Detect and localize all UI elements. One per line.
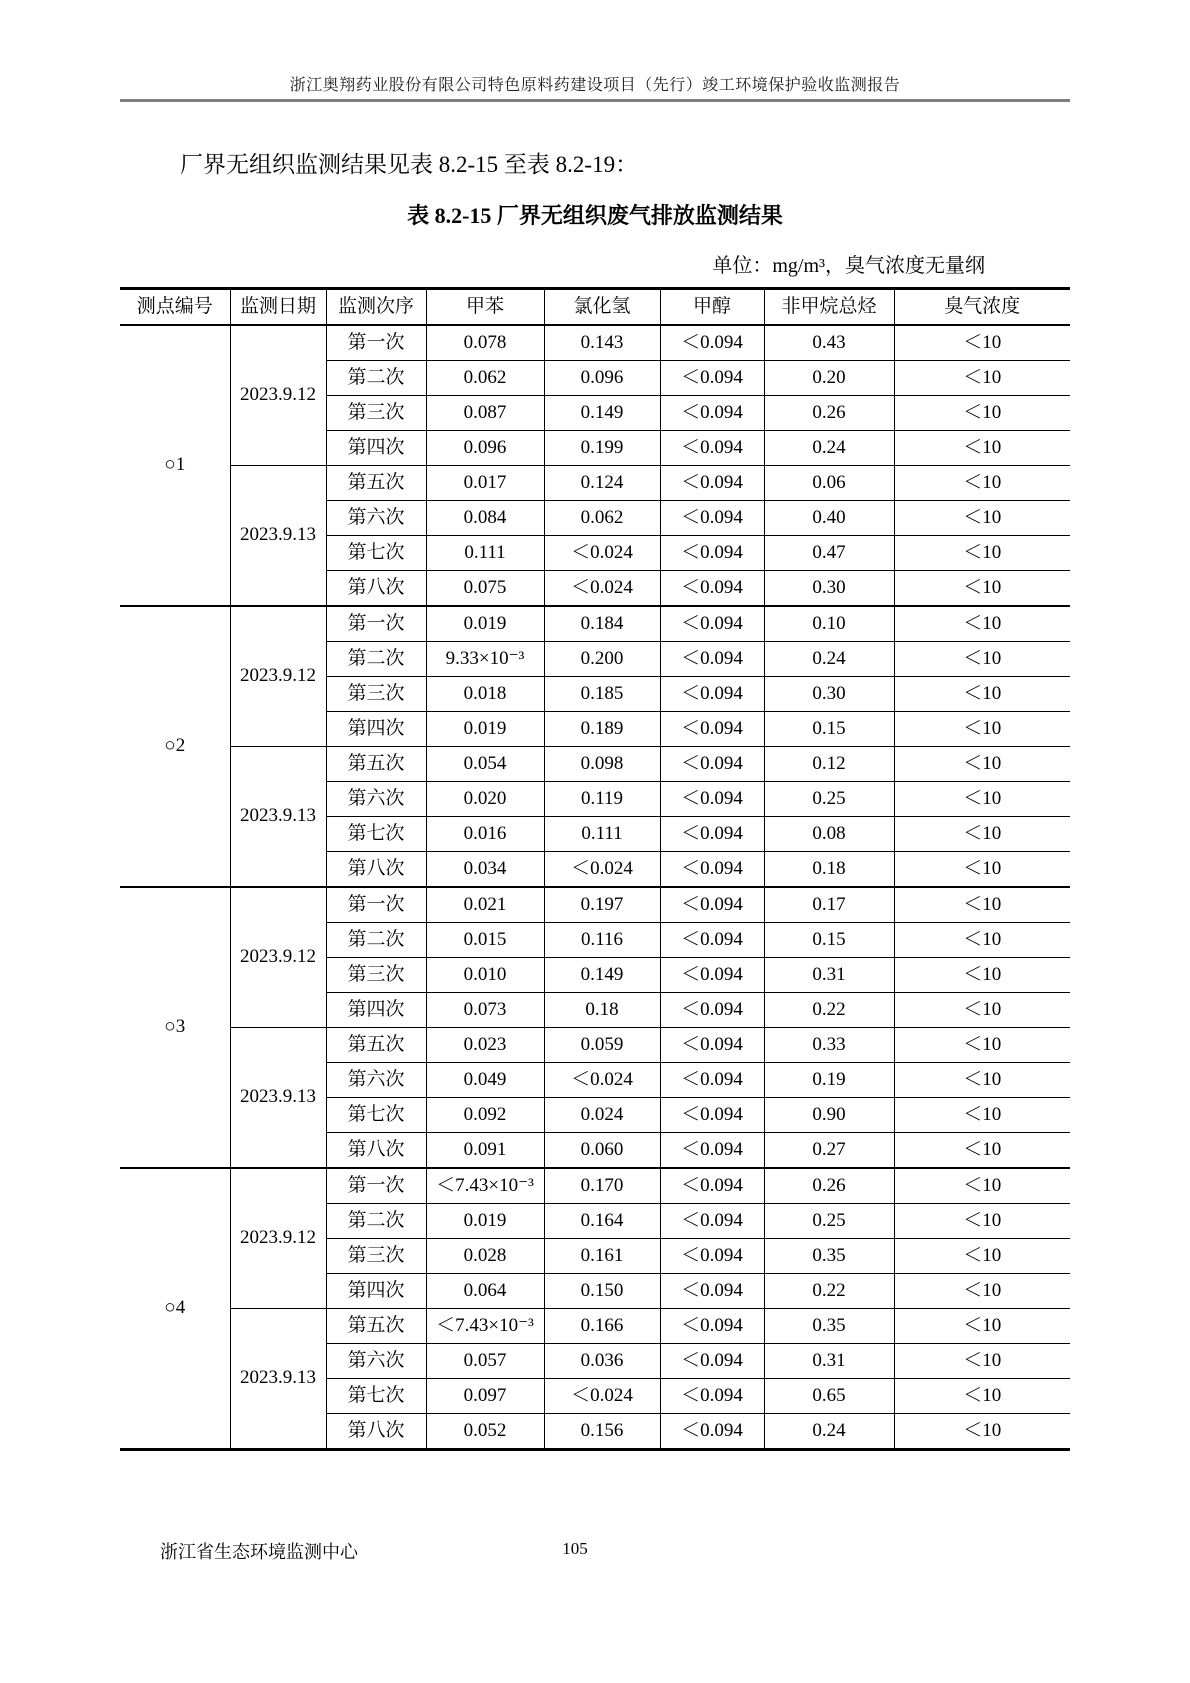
value-cell: ＜10: [894, 712, 1070, 747]
sequence-cell: 第一次: [326, 887, 426, 923]
sequence-cell: 第七次: [326, 536, 426, 571]
value-cell: 0.30: [764, 677, 894, 712]
column-header-odor: 臭气浓度: [894, 289, 1070, 326]
table-row: [120, 466, 1070, 501]
value-cell: 0.12: [764, 747, 894, 782]
value-cell: ＜0.094: [660, 1133, 764, 1169]
value-cell: ＜10: [894, 466, 1070, 501]
value-cell: ＜10: [894, 1379, 1070, 1414]
value-cell: 0.47: [764, 536, 894, 571]
value-cell: ＜10: [894, 571, 1070, 607]
sequence-cell: 第七次: [326, 1098, 426, 1133]
page-footer: [0, 1538, 1190, 1562]
sequence-cell: 第一次: [326, 325, 426, 361]
value-cell: 0.22: [764, 993, 894, 1028]
value-cell: 0.062: [544, 501, 660, 536]
value-cell: ＜0.024: [544, 571, 660, 607]
value-cell: 0.06: [764, 466, 894, 501]
value-cell: ＜0.094: [660, 782, 764, 817]
value-cell: ＜10: [894, 1133, 1070, 1169]
value-cell: 0.075: [426, 571, 544, 607]
value-cell: 0.164: [544, 1204, 660, 1239]
value-cell: 0.199: [544, 431, 660, 466]
value-cell: 0.021: [426, 887, 544, 923]
point-id-cell: ○2: [120, 606, 230, 887]
value-cell: 0.049: [426, 1063, 544, 1098]
intro-paragraph: 厂界无组织监测结果见表 8.2-15 至表 8.2-19：: [180, 152, 639, 177]
point-group: [120, 325, 1070, 606]
value-cell: ＜10: [894, 747, 1070, 782]
value-cell: ＜0.094: [660, 361, 764, 396]
value-cell: 0.150: [544, 1274, 660, 1309]
sequence-cell: 第五次: [326, 1309, 426, 1344]
value-cell: 0.65: [764, 1379, 894, 1414]
sequence-cell: 第一次: [326, 606, 426, 642]
value-cell: 0.019: [426, 1204, 544, 1239]
value-cell: 0.062: [426, 361, 544, 396]
date-cell: 2023.9.12: [230, 606, 326, 747]
value-cell: ＜10: [894, 782, 1070, 817]
value-cell: ＜0.094: [660, 993, 764, 1028]
value-cell: 0.24: [764, 642, 894, 677]
value-cell: ＜10: [894, 501, 1070, 536]
value-cell: 0.052: [426, 1414, 544, 1450]
sequence-cell: 第八次: [326, 852, 426, 888]
value-cell: 0.096: [426, 431, 544, 466]
value-cell: ＜0.024: [544, 1379, 660, 1414]
value-cell: ＜0.024: [544, 1063, 660, 1098]
value-cell: 0.161: [544, 1239, 660, 1274]
sequence-cell: 第四次: [326, 1274, 426, 1309]
value-cell: 0.064: [426, 1274, 544, 1309]
table-header: [120, 289, 1070, 326]
sequence-cell: 第一次: [326, 1168, 426, 1204]
value-cell: ＜0.024: [544, 852, 660, 888]
value-cell: 0.024: [544, 1098, 660, 1133]
page-number: 105: [562, 1539, 588, 1558]
value-cell: ＜10: [894, 993, 1070, 1028]
value-cell: 0.096: [544, 361, 660, 396]
value-cell: 0.31: [764, 958, 894, 993]
value-cell: ＜10: [894, 1063, 1070, 1098]
value-cell: ＜10: [894, 431, 1070, 466]
value-cell: 0.25: [764, 782, 894, 817]
value-cell: 0.054: [426, 747, 544, 782]
value-cell: ＜10: [894, 606, 1070, 642]
value-cell: 0.020: [426, 782, 544, 817]
value-cell: ＜0.094: [660, 501, 764, 536]
value-cell: ＜0.094: [660, 431, 764, 466]
value-cell: 0.166: [544, 1309, 660, 1344]
value-cell: 0.092: [426, 1098, 544, 1133]
value-cell: 0.097: [426, 1379, 544, 1414]
point-group: [120, 1168, 1070, 1450]
value-cell: ＜10: [894, 817, 1070, 852]
value-cell: ＜0.094: [660, 677, 764, 712]
value-cell: ＜0.094: [660, 852, 764, 888]
value-cell: 0.149: [544, 958, 660, 993]
value-cell: ＜10: [894, 677, 1070, 712]
value-cell: 0.33: [764, 1028, 894, 1063]
column-header-nmhc: 非甲烷总烃: [764, 289, 894, 326]
value-cell: ＜0.094: [660, 958, 764, 993]
sequence-cell: 第四次: [326, 431, 426, 466]
value-cell: 0.30: [764, 571, 894, 607]
point-id-cell: ○3: [120, 887, 230, 1168]
value-cell: 0.098: [544, 747, 660, 782]
value-cell: 0.22: [764, 1274, 894, 1309]
value-cell: 0.184: [544, 606, 660, 642]
value-cell: ＜0.094: [660, 1098, 764, 1133]
value-cell: 9.33×10⁻³: [426, 642, 544, 677]
value-cell: 0.189: [544, 712, 660, 747]
value-cell: 0.034: [426, 852, 544, 888]
sequence-cell: 第三次: [326, 396, 426, 431]
sequence-cell: 第六次: [326, 782, 426, 817]
value-cell: 0.197: [544, 887, 660, 923]
value-cell: 0.35: [764, 1239, 894, 1274]
sequence-cell: 第八次: [326, 571, 426, 607]
value-cell: ＜10: [894, 1168, 1070, 1204]
sequence-cell: 第七次: [326, 1379, 426, 1414]
value-cell: 0.170: [544, 1168, 660, 1204]
value-cell: ＜10: [894, 923, 1070, 958]
value-cell: 0.149: [544, 396, 660, 431]
value-cell: 0.90: [764, 1098, 894, 1133]
date-cell: 2023.9.13: [230, 1309, 326, 1450]
value-cell: 0.111: [426, 536, 544, 571]
header-row: [120, 289, 1070, 326]
sequence-cell: 第二次: [326, 361, 426, 396]
value-cell: 0.060: [544, 1133, 660, 1169]
value-cell: ＜10: [894, 1414, 1070, 1450]
sequence-cell: 第四次: [326, 712, 426, 747]
value-cell: ＜0.094: [660, 887, 764, 923]
value-cell: ＜10: [894, 361, 1070, 396]
value-cell: ＜0.094: [660, 1274, 764, 1309]
value-cell: 0.018: [426, 677, 544, 712]
footer-organization: 浙江省生态环境监测中心: [160, 1542, 358, 1562]
value-cell: ＜0.094: [660, 325, 764, 361]
value-cell: ＜10: [894, 1028, 1070, 1063]
column-header-sequence: 监测次序: [326, 289, 426, 326]
value-cell: ＜10: [894, 642, 1070, 677]
value-cell: ＜10: [894, 1239, 1070, 1274]
sequence-cell: 第六次: [326, 1063, 426, 1098]
column-header-date: 监测日期: [230, 289, 326, 326]
monitoring-table: [120, 287, 1070, 1451]
value-cell: 0.200: [544, 642, 660, 677]
sequence-cell: 第八次: [326, 1133, 426, 1169]
value-cell: ＜10: [894, 958, 1070, 993]
value-cell: ＜0.094: [660, 571, 764, 607]
value-cell: 0.023: [426, 1028, 544, 1063]
date-cell: 2023.9.13: [230, 1028, 326, 1169]
table-title: 表 8.2-15 厂界无组织废气排放监测结果: [407, 203, 783, 228]
value-cell: ＜0.094: [660, 396, 764, 431]
value-cell: ＜0.094: [660, 536, 764, 571]
value-cell: ＜0.094: [660, 747, 764, 782]
sequence-cell: 第八次: [326, 1414, 426, 1450]
value-cell: 0.016: [426, 817, 544, 852]
table-row: [120, 1309, 1070, 1344]
value-cell: 0.087: [426, 396, 544, 431]
point-group: [120, 606, 1070, 887]
value-cell: 0.08: [764, 817, 894, 852]
value-cell: ＜0.094: [660, 817, 764, 852]
value-cell: 0.17: [764, 887, 894, 923]
sequence-cell: 第五次: [326, 747, 426, 782]
sequence-cell: 第六次: [326, 1344, 426, 1379]
value-cell: ＜10: [894, 1274, 1070, 1309]
value-cell: 0.15: [764, 712, 894, 747]
value-cell: 0.26: [764, 1168, 894, 1204]
value-cell: 0.057: [426, 1344, 544, 1379]
point-group: [120, 887, 1070, 1168]
table-row: [120, 325, 1070, 361]
value-cell: ＜0.094: [660, 1204, 764, 1239]
value-cell: 0.156: [544, 1414, 660, 1450]
header-divider: [120, 99, 1070, 102]
value-cell: 0.185: [544, 677, 660, 712]
value-cell: 0.10: [764, 606, 894, 642]
value-cell: ＜10: [894, 1204, 1070, 1239]
sequence-cell: 第七次: [326, 817, 426, 852]
value-cell: ＜7.43×10⁻³: [426, 1168, 544, 1204]
value-cell: 0.18: [764, 852, 894, 888]
value-cell: 0.18: [544, 993, 660, 1028]
sequence-cell: 第三次: [326, 677, 426, 712]
value-cell: ＜0.094: [660, 923, 764, 958]
value-cell: ＜0.094: [660, 1379, 764, 1414]
value-cell: 0.028: [426, 1239, 544, 1274]
value-cell: 0.036: [544, 1344, 660, 1379]
sequence-cell: 第六次: [326, 501, 426, 536]
sequence-cell: 第二次: [326, 923, 426, 958]
value-cell: ＜10: [894, 1309, 1070, 1344]
value-cell: 0.35: [764, 1309, 894, 1344]
sequence-cell: 第二次: [326, 1204, 426, 1239]
value-cell: ＜0.094: [660, 1239, 764, 1274]
value-cell: ＜0.094: [660, 1168, 764, 1204]
value-cell: ＜0.094: [660, 466, 764, 501]
point-id-cell: ○1: [120, 325, 230, 606]
value-cell: ＜0.094: [660, 1063, 764, 1098]
value-cell: 0.143: [544, 325, 660, 361]
date-cell: 2023.9.13: [230, 747, 326, 888]
column-header-point: 测点编号: [120, 289, 230, 326]
table-row: [120, 747, 1070, 782]
value-cell: ＜0.094: [660, 606, 764, 642]
value-cell: 0.078: [426, 325, 544, 361]
value-cell: 0.24: [764, 431, 894, 466]
value-cell: 0.25: [764, 1204, 894, 1239]
sequence-cell: 第二次: [326, 642, 426, 677]
table-row: [120, 1028, 1070, 1063]
value-cell: ＜0.094: [660, 712, 764, 747]
value-cell: ＜0.094: [660, 642, 764, 677]
date-cell: 2023.9.12: [230, 325, 326, 466]
sequence-cell: 第三次: [326, 1239, 426, 1274]
value-cell: ＜0.094: [660, 1414, 764, 1450]
value-cell: 0.059: [544, 1028, 660, 1063]
column-header-methanol: 甲醇: [660, 289, 764, 326]
table-row: [120, 887, 1070, 923]
sequence-cell: 第五次: [326, 466, 426, 501]
value-cell: ＜0.094: [660, 1309, 764, 1344]
value-cell: 0.19: [764, 1063, 894, 1098]
value-cell: ＜10: [894, 852, 1070, 888]
value-cell: 0.40: [764, 501, 894, 536]
value-cell: 0.017: [426, 466, 544, 501]
value-cell: 0.15: [764, 923, 894, 958]
value-cell: 0.116: [544, 923, 660, 958]
date-cell: 2023.9.12: [230, 1168, 326, 1309]
value-cell: ＜7.43×10⁻³: [426, 1309, 544, 1344]
sequence-cell: 第四次: [326, 993, 426, 1028]
value-cell: 0.019: [426, 606, 544, 642]
value-cell: 0.27: [764, 1133, 894, 1169]
sequence-cell: 第五次: [326, 1028, 426, 1063]
column-header-hcl: 氯化氢: [544, 289, 660, 326]
value-cell: 0.20: [764, 361, 894, 396]
unit-note: 单位：mg/m³，臭气浓度无量纲: [712, 255, 985, 277]
value-cell: ＜10: [894, 887, 1070, 923]
value-cell: 0.43: [764, 325, 894, 361]
value-cell: 0.31: [764, 1344, 894, 1379]
value-cell: 0.084: [426, 501, 544, 536]
value-cell: ＜10: [894, 396, 1070, 431]
value-cell: 0.111: [544, 817, 660, 852]
report-header: 浙江奥翔药业股份有限公司特色原料药建设项目（先行）竣工环境保护验收监测报告: [289, 77, 901, 94]
value-cell: 0.124: [544, 466, 660, 501]
sequence-cell: 第三次: [326, 958, 426, 993]
value-cell: ＜0.024: [544, 536, 660, 571]
point-id-cell: ○4: [120, 1168, 230, 1450]
value-cell: 0.24: [764, 1414, 894, 1450]
value-cell: 0.010: [426, 958, 544, 993]
value-cell: ＜10: [894, 1098, 1070, 1133]
table-row: [120, 1168, 1070, 1204]
value-cell: ＜0.094: [660, 1028, 764, 1063]
value-cell: ＜0.094: [660, 1344, 764, 1379]
value-cell: 0.119: [544, 782, 660, 817]
value-cell: 0.019: [426, 712, 544, 747]
value-cell: 0.073: [426, 993, 544, 1028]
date-cell: 2023.9.13: [230, 466, 326, 607]
table-row: [120, 606, 1070, 642]
value-cell: ＜10: [894, 536, 1070, 571]
value-cell: 0.015: [426, 923, 544, 958]
value-cell: 0.26: [764, 396, 894, 431]
value-cell: 0.091: [426, 1133, 544, 1169]
value-cell: ＜10: [894, 1344, 1070, 1379]
column-header-toluene: 甲苯: [426, 289, 544, 326]
date-cell: 2023.9.12: [230, 887, 326, 1028]
value-cell: ＜10: [894, 325, 1070, 361]
